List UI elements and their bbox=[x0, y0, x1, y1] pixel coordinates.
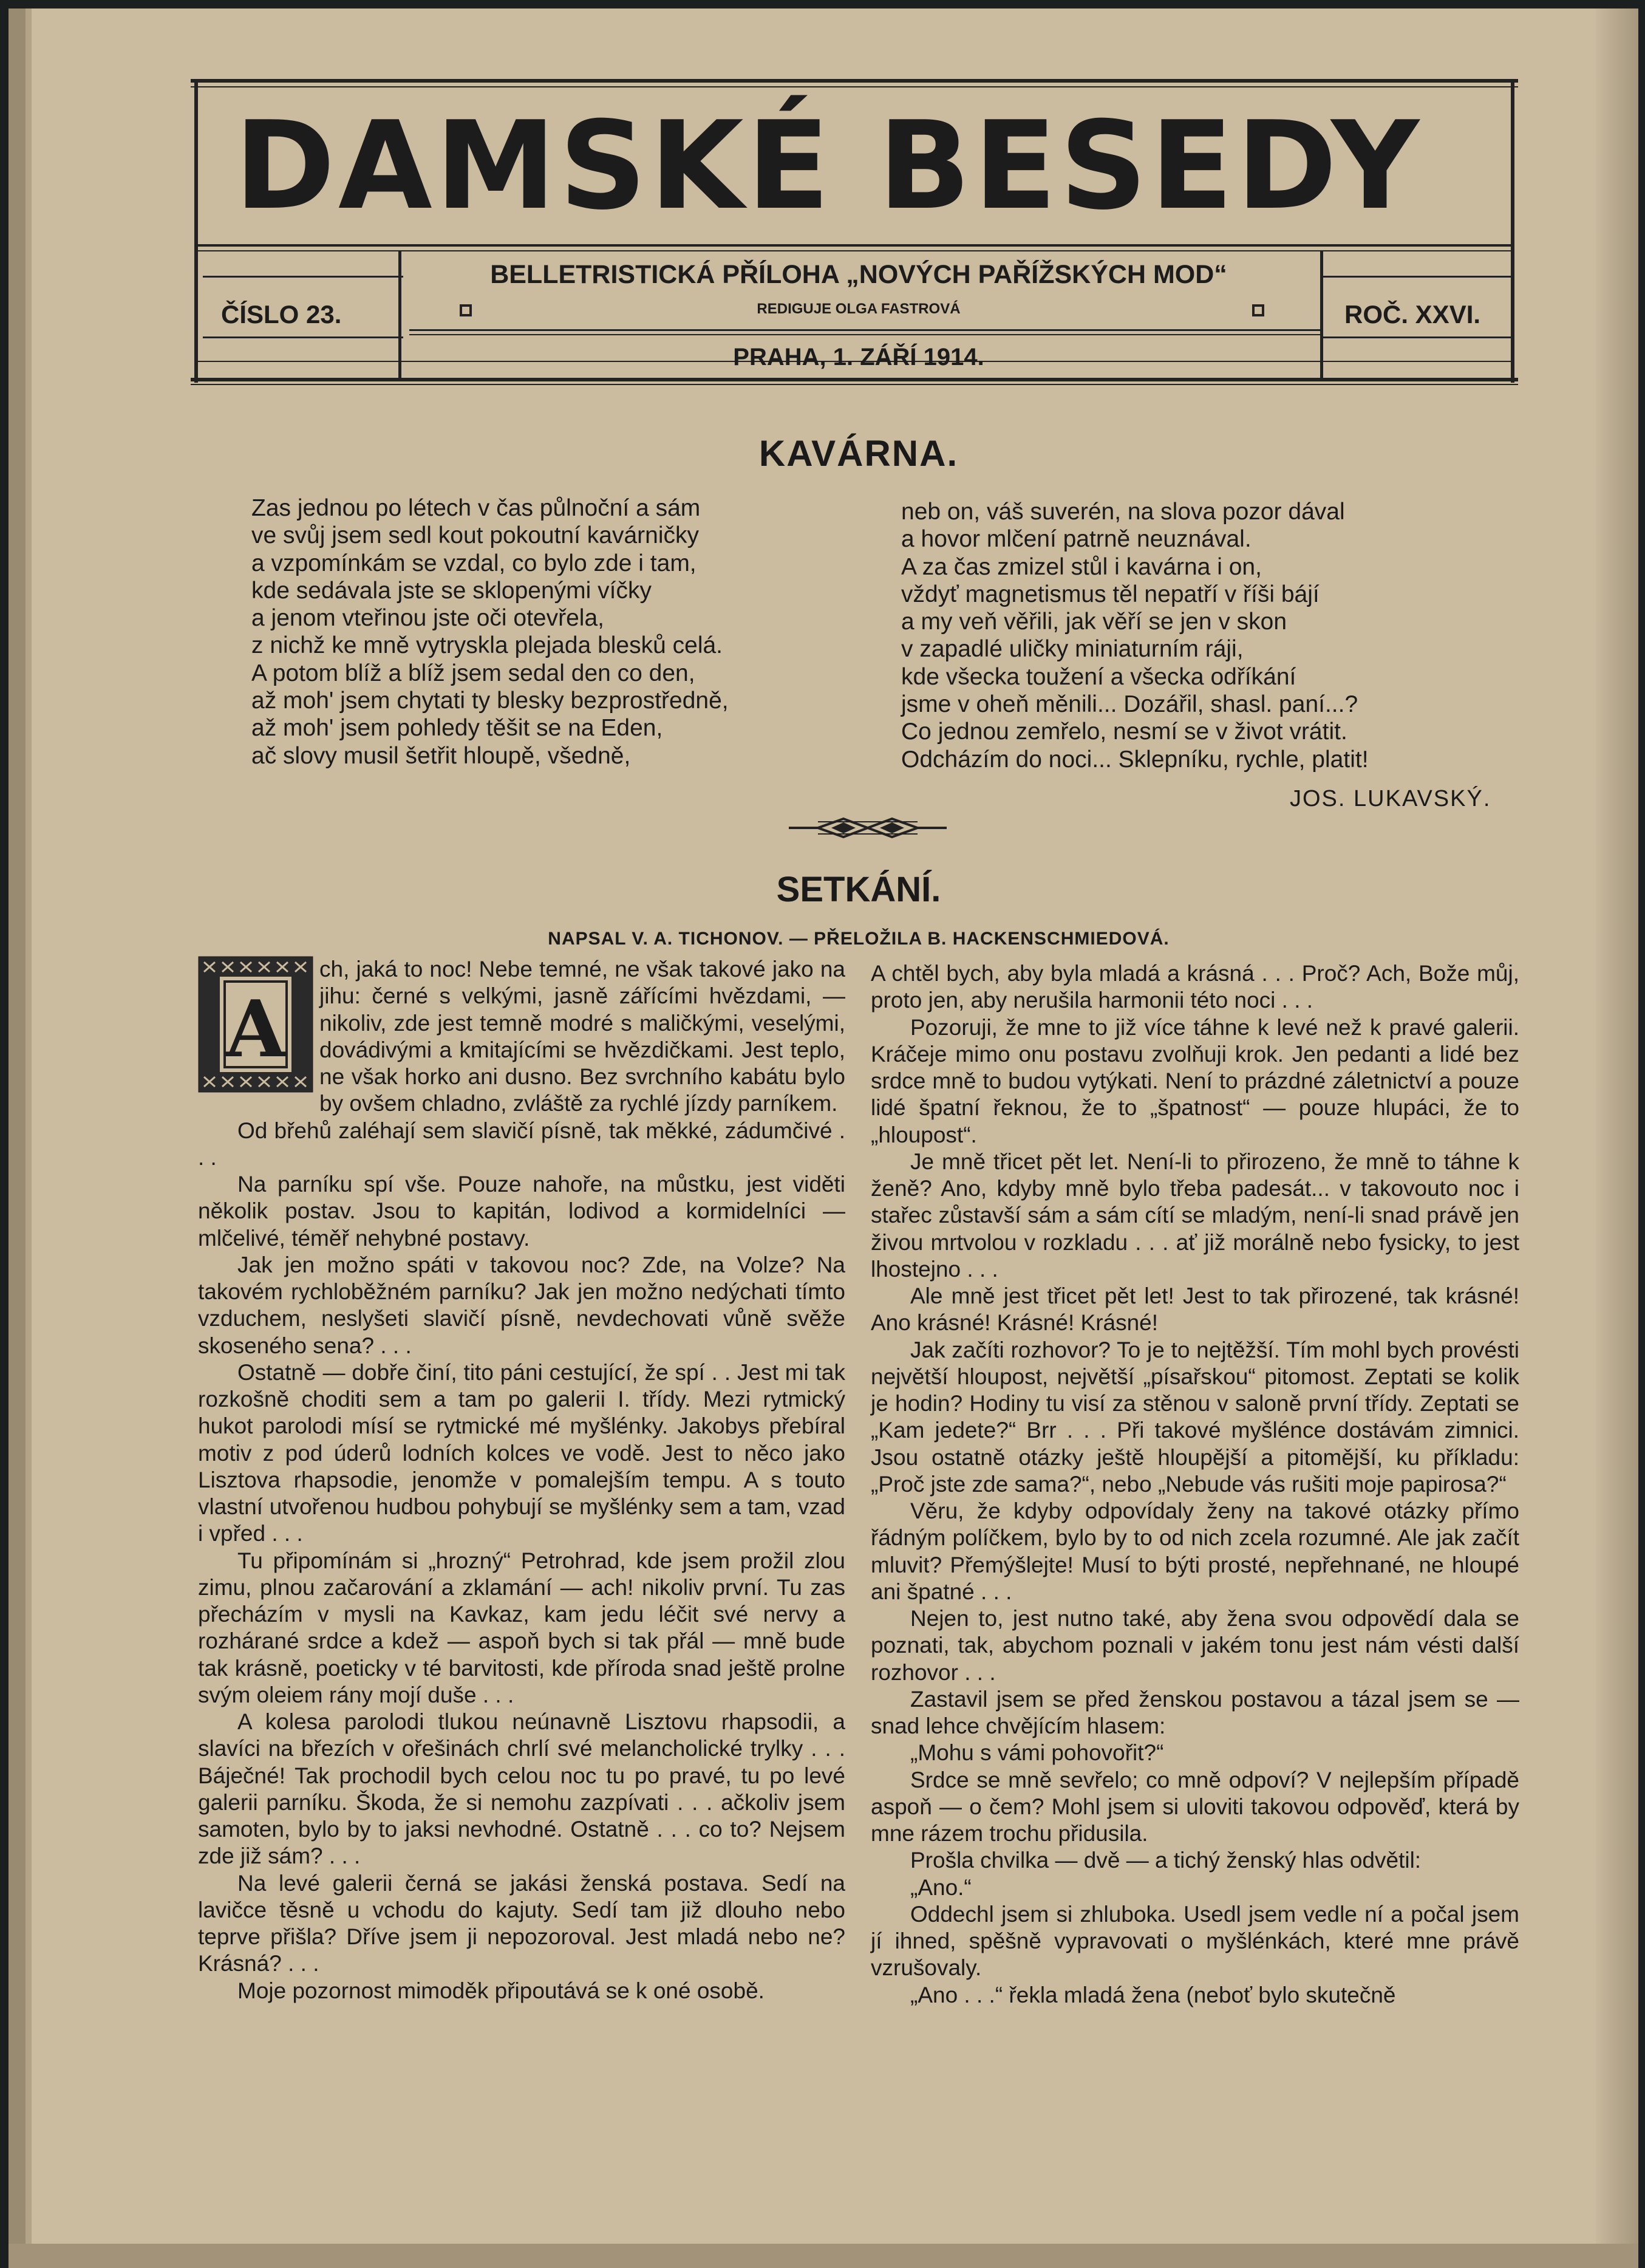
masthead-bottom-rule bbox=[191, 378, 1518, 381]
poem-line: až moh' jsem chytati ty blesky bezprostředně, bbox=[251, 688, 729, 714]
poem-line: a my veň věřili, jak věří se jen v skon bbox=[901, 609, 1287, 635]
poem-line: a jenom vteřinou jste oči otevřela, bbox=[251, 605, 604, 632]
volume-box-bottom bbox=[1320, 336, 1511, 338]
story-paragraph: Na levé galerii černá se jakási ženská postava. Sedí na lavičce těsně u vchodu do kajuty. Sedí tam již dlouho nebo teprve přišla? Dříve jsem ji nepozoroval. Jest mladá nebo ne? Krásná? . . . bbox=[198, 1870, 845, 1976]
poem-line: Odcházím do noci... Sklepníku, rychle, platit! bbox=[901, 746, 1369, 773]
poem-line: A za čas zmizel stůl i kavárna i on, bbox=[901, 553, 1262, 580]
poem-line: ač slovy musil šetřit hloupě, všedně, bbox=[251, 742, 631, 769]
masthead-bottom-rule-thin bbox=[191, 384, 1518, 385]
story-paragraph: Oddechl jsem si zhluboka. Usedl jsem vedle ní a počal jsem jí ihned, spěšně vypravovati o myšlénkách, které mne právě vzrušovaly. bbox=[871, 1901, 1519, 1981]
issue-number: ČÍSLO 23. bbox=[221, 300, 342, 329]
poem-line: jsme v oheň měnili... Dozářil, shasl. paní...? bbox=[901, 691, 1358, 718]
binding-spine bbox=[9, 9, 26, 2268]
poem-title: KAVÁRNA. bbox=[758, 433, 959, 474]
story-left-column bbox=[198, 956, 845, 2004]
story-paragraph: Jak jen možno spáti v takovou noc? Zde, na Volze? Na takovém rychloběžném parníku? Jak jen možno nedýchati tímto vzduchem, neslyšeti slavičí písně, nevdechovati vůně svěže skoseného sena? . . . bbox=[198, 1252, 845, 1358]
page-edge bbox=[1596, 9, 1638, 2268]
story-right-column bbox=[871, 960, 1519, 2009]
poem-signature: JOS. LUKAVSKÝ. bbox=[1290, 786, 1491, 811]
story-paragraph: „Mohu s vámi pohovořit?“ bbox=[910, 1740, 1164, 1766]
story-paragraph: „Ano.“ bbox=[910, 1874, 972, 1900]
poem-line: až moh' jsem pohledy těšit se na Eden, bbox=[251, 715, 663, 742]
issue-box-divider bbox=[398, 251, 401, 378]
story-paragraph: Srdce se mně sevřelo; co mně odpoví? V nejlepším případě aspoň — o čem? Mohl jsem si uloviti takovou odpověď, která by mne rázem trochu přidusila. bbox=[871, 1767, 1519, 1846]
story-paragraph: Ostatně — dobře činí, tito páni cestující, že spí . . Jest mi tak rozkošně choditi sem a tam po galerii I. třídy. Mezi rytmický hukot parolodi mísí se rytmické mé myšlénky. Jakobys přebíral motiv z pod úderů lodních kolces ve vodě. Jest to něco jako Lisztova rhapsodie, jenomže v pomalejším tempu. A s touto vlastní utvořenou hudbou pohybují se myšlénky sem a tam, vzad i vpřed . . . bbox=[198, 1359, 845, 1546]
drop-cap-ornament bbox=[198, 956, 313, 1093]
dateline: PRAHA, 1. ZÁŘÍ 1914. bbox=[733, 344, 984, 371]
poem-line: A potom blíž a blíž jsem sedal den co den, bbox=[251, 660, 695, 686]
section-divider-ornament bbox=[789, 814, 947, 842]
issue-box-top bbox=[203, 276, 403, 278]
volume-number: ROČ. XXVI. bbox=[1344, 300, 1481, 329]
poem-line: v zapadlé uličky miniaturním ráji, bbox=[901, 636, 1244, 663]
story-paragraph: Od břehů zaléhají sem slavičí písně, tak měkké, zádumčivé . . . bbox=[198, 1118, 845, 1170]
story-paragraph: Pozoruji, že mne to již více táhne k levé než k pravé galerii. Kráčeje mimo onu postavu zvolňuji krok. Jen pedanti a lidé bez srdce mně to budou vytýkati. Není to prázdné záletnictví a pouze lidé špatní řeknou, že to „špatnost“ — pouze hlupáci, že to „hloupost“. bbox=[871, 1014, 1519, 1147]
story-paragraph: Jak začíti rozhovor? To je to nejtěžší. Tím mohl bych provésti největší hloupost, největší „písařskou“ pitomost. Zeptati se kolik je hodin? Hodiny tu visí za stěnou v saloně první třídy. Zeptati se „Kam jedete?“ Brr . . . Při takové myšlénce dostávám zimnici. Jsou ostatně otázky ještě hloupější a pitomější, ku příkladu: „Proč jste zde sama?“, nebo „Nebude vás rušiti moje papirosa?“ bbox=[871, 1337, 1519, 1497]
story-paragraph: Nejen to, jest nutno také, aby žena svou odpovědí dala se poznati, tak, abychom poznali v jakém tonu jest nám vésti další rozhovor . . . bbox=[871, 1606, 1519, 1685]
story-credit: NAPSAL V. A. TICHONOV. — PŘELOŽILA B. HACKENSCHMIEDOVÁ. bbox=[548, 929, 1170, 949]
poem-line: kde sedávala jste se sklopenými víčky bbox=[251, 577, 652, 604]
story-paragraph: A kolesa parolodi tlukou neúnavně Lisztovu rhapsodii, a slavíci na březích v ořešinách chrlí své melancholické trylky . . . Báječné! Tak prochodil bych celou noc tu po pravé, tu po levé galerii parníku. Škoda, že si nemohu zazpívati . . . ačkoliv jsem samoten, bylo by to jaksi nevhodné. Ostatně . . . co to? Nejsem zde již sám? . . . bbox=[198, 1709, 845, 1869]
story-paragraph: Na parníku spí vše. Pouze nahoře, na můstku, jest viděti několik postav. Jsou to kapitán, lodivod a kormidelníci — mlčelivé, téměř nehybné postavy. bbox=[198, 1172, 845, 1251]
story-paragraph: „Ano . . .“ řekla mladá žena (neboť bylo skutečně bbox=[910, 1982, 1396, 2007]
story-paragraph: Ale mně jest třicet pět let! Jest to tak přirozené, tak krásné! Ano krásné! Krásné! Krásné! bbox=[871, 1283, 1519, 1336]
masthead-top-rule bbox=[191, 79, 1518, 83]
story-paragraph: A chtěl bych, aby byla mladá a krásná . . . Proč? Ach, Bože můj, proto jen, aby nerušila harmonii této noci . . . bbox=[871, 961, 1519, 1013]
story-paragraph: Zastavil jsem se před ženskou postavou a tázal jsem se — snad lehce chvějícím hlasem: bbox=[871, 1686, 1519, 1738]
poem-right-column bbox=[901, 498, 1369, 773]
masthead-right-rule bbox=[1511, 79, 1514, 383]
issue-box-bottom bbox=[203, 336, 403, 338]
volume-box-divider bbox=[1320, 251, 1323, 378]
story-paragraph: Tu připomínám si „hrozný“ Petrohrad, kde jsem prožil zlou zimu, plnou začarování a zklamání — ach! nikoliv první. Tu zas přecházím v mysli na Kavkaz, kam jedu léčit své nervy a rozhárané srdce a kdež — aspoň bych si tak přál — mně bude tak krásně, poeticky v té barvitosti, kde příroda snad ještě prolne svým oleiem rány mojí duše . . . bbox=[198, 1548, 845, 1707]
poem-line: Zas jednou po létech v čas půlnoční a sám bbox=[251, 495, 701, 521]
poem-line: a vzpomínkám se vzdal, co bylo zde i tam, bbox=[251, 550, 696, 576]
page-bottom-edge bbox=[9, 2244, 1638, 2268]
supplement-subtitle: BELLETRISTICKÁ PŘÍLOHA „NOVÝCH PAŘÍŽSKÝCH MOD“ bbox=[490, 260, 1227, 289]
band-top-rule bbox=[194, 244, 1514, 247]
story-paragraph: Moje pozornost mimoděk připoutává se k oné osobě. bbox=[237, 1978, 765, 2003]
center-rule-1 bbox=[409, 329, 1320, 331]
story-paragraph: ch, jaká to noc! Nebe temné, ne však takové jako na jihu: černé s velkými, jasně zářícími hvězdami, — nikoliv, zde jest temně modré s maličkými, veselými, dovádivými a kmitajícími se hvězdičkami. Jest teplo, ne však horko ani dusno. Bez svrchního kabátu bylo by ovšem chladno, zvláště za rychlé jízdy parníkem. bbox=[319, 957, 845, 1116]
story-title: SETKÁNÍ. bbox=[776, 870, 941, 909]
volume-box-top bbox=[1320, 276, 1511, 278]
poem-left-column bbox=[251, 494, 729, 770]
poem-line: neb on, váš suverén, na slova pozor dával bbox=[901, 499, 1345, 525]
band-top-rule-thin bbox=[194, 250, 1514, 251]
masthead-top-rule-thin bbox=[191, 86, 1518, 87]
story-paragraph: Je mně třicet pět let. Není-li to přirozeno, že mně to táhne k ženě? Ano, kdyby mně bylo třeba padesát... v takovouto noc i stařec zůstavší sám a sám cítí se mladým, není-li snad právě jen živou mrtvolou v rozkladu . . . ať již morálně nebo fysicky, to jest lhostejno . . . bbox=[871, 1149, 1519, 1282]
poem-line: a hovor mlčení patrně neuznával. bbox=[901, 526, 1252, 553]
story-paragraph: Věru, že kdyby odpovídaly ženy na takové otázky přímo řádným políčkem, bylo by to od nich zcela rozumné. Ale jak začít mluvit? Přemýšlejte! Musí to býti prosté, nepřehnané, ne hloupé ani špatné . . . bbox=[871, 1498, 1519, 1604]
drop-cap-letter: A bbox=[225, 984, 286, 1075]
poem-line: kde všecka toužení a všecka odříkání bbox=[901, 663, 1296, 690]
poem-line: vždyť magnetismus těl nepatří v říši bájí bbox=[901, 581, 1320, 607]
story-paragraph: Prošla chvilka — dvě — a tichý ženský hlas odvětil: bbox=[910, 1848, 1422, 1873]
newspaper-page bbox=[9, 9, 1638, 2268]
editor-line: REDIGUJE OLGA FASTROVÁ bbox=[757, 301, 961, 317]
center-rule-2 bbox=[409, 334, 1320, 335]
binding-shadow bbox=[26, 9, 32, 2268]
publication-title: DAMSKÉ BESEDY bbox=[234, 95, 1423, 237]
poem-line: ve svůj jsem sedl kout pokoutní kavárničky bbox=[251, 522, 700, 549]
poem-line: z nichž ke mně vytryskla plejada blesků celá. bbox=[251, 632, 723, 659]
poem-line: Co jednou zemřelo, nesmí se v život vrátit. bbox=[901, 719, 1347, 745]
